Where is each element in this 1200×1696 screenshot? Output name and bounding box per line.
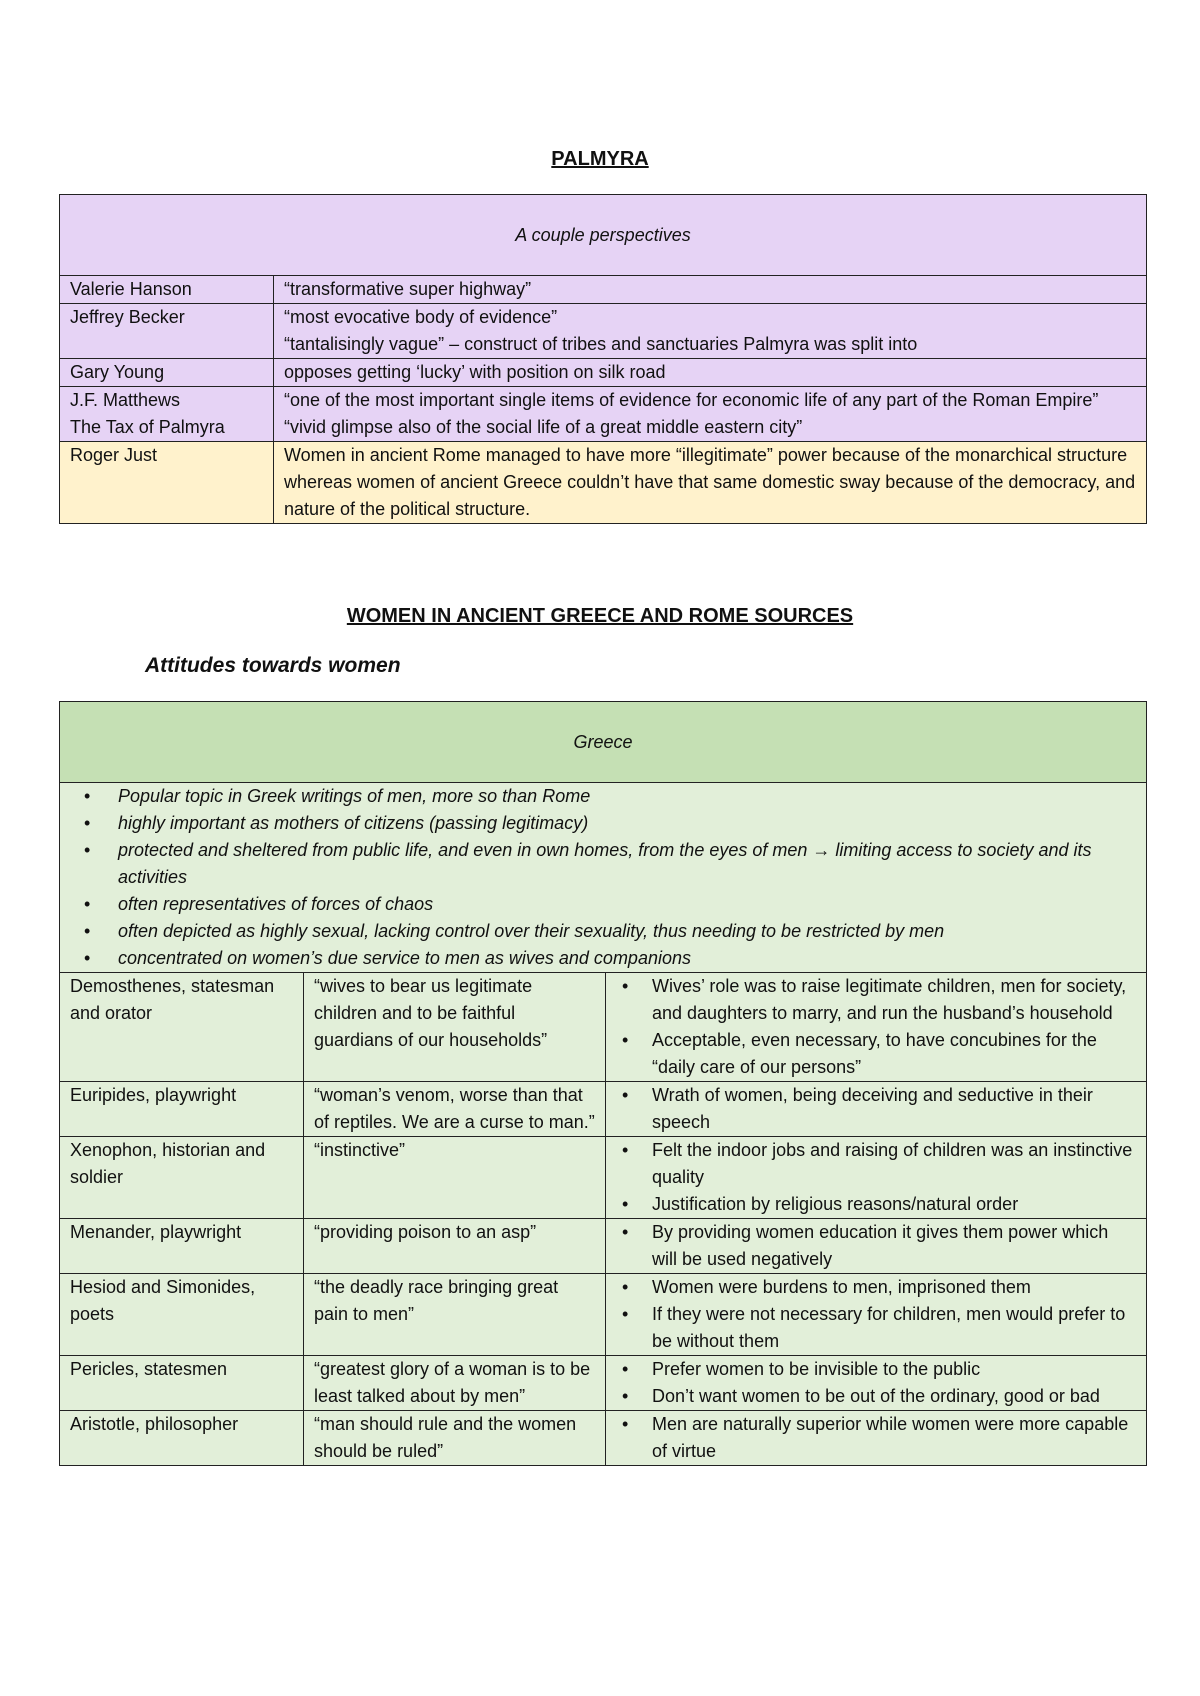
table-row	[60, 973, 1147, 1082]
list-item: • Wives’ role was to raise legitimate children, men for society, and daughters to marry, and run the husband’s household	[652, 973, 1136, 1027]
list-item: • Men are naturally superior while women were more capable of virtue	[652, 1411, 1136, 1465]
scholar-name: J.F. Matthews The Tax of Palmyra	[60, 387, 274, 442]
list-item: • often depicted as highly sexual, lacking control over their sexuality, thus needing to be restricted by men	[118, 918, 1136, 945]
scholar-view: “transformative super highway”	[274, 276, 1147, 304]
source-quote: “woman’s venom, worse than that of reptiles. We are a curse to man.”	[304, 1082, 606, 1137]
source-name: Pericles, statesmen	[60, 1356, 304, 1411]
table-row	[60, 304, 1147, 359]
source-name: Hesiod and Simonides, poets	[60, 1274, 304, 1356]
table-row	[60, 1274, 1147, 1356]
list-item: • If they were not necessary for children, men would prefer to be without them	[652, 1301, 1136, 1355]
list-item: • Women were burdens to men, imprisoned them	[652, 1274, 1136, 1301]
table-row	[60, 359, 1147, 387]
list-item: • Don’t want women to be out of the ordinary, good or bad	[652, 1383, 1136, 1410]
source-name: Euripides, playwright	[60, 1082, 304, 1137]
scholar-name: Jeffrey Becker	[60, 304, 274, 359]
list-item: • protected and sheltered from public life, and even in own homes, from the eyes of men → limiting access to society and its activities	[118, 837, 1136, 891]
source-points	[606, 1274, 1147, 1356]
greece-sources-table	[59, 701, 1147, 1466]
table-row	[60, 1411, 1147, 1466]
palmyra-perspectives-table	[59, 194, 1147, 524]
scholar-view: Women in ancient Rome managed to have more “illegitimate” power because of the monarchical structure whereas women of ancient Greece couldn’t have that same domestic sway because of the democracy, and nature of the political structure.	[274, 442, 1147, 524]
source-quote: “instinctive”	[304, 1137, 606, 1219]
list-item: • Justification by religious reasons/natural order	[652, 1191, 1136, 1218]
scholar-name: Roger Just	[60, 442, 274, 524]
source-points	[606, 1356, 1147, 1411]
source-points	[606, 1137, 1147, 1219]
palmyra-title: PALMYRA	[551, 148, 649, 170]
scholar-name: Valerie Hanson	[60, 276, 274, 304]
table-row	[60, 442, 1147, 524]
list-item: • Popular topic in Greek writings of men, more so than Rome	[118, 783, 1136, 810]
list-item: • concentrated on women’s due service to men as wives and companions	[118, 945, 1136, 972]
women-section-title: WOMEN IN ANCIENT GREECE AND ROME SOURCES	[346, 605, 854, 627]
list-item: • often representatives of forces of chaos	[118, 891, 1136, 918]
source-quote: “greatest glory of a woman is to be least talked about by men”	[304, 1356, 606, 1411]
list-item: • Felt the indoor jobs and raising of children was an instinctive quality	[652, 1137, 1136, 1191]
scholar-view: “most evocative body of evidence” “tantalisingly vague” – construct of tribes and sanctuaries Palmyra was split into	[274, 304, 1147, 359]
source-points	[606, 1411, 1147, 1466]
source-points	[606, 973, 1147, 1082]
source-quote: “the deadly race bringing great pain to men”	[304, 1274, 606, 1356]
scholar-name: Gary Young	[60, 359, 274, 387]
list-item: • highly important as mothers of citizens (passing legitimacy)	[118, 810, 1136, 837]
greece-header: Greece	[60, 702, 1147, 783]
source-name: Demosthenes, statesman and orator	[60, 973, 304, 1082]
scholar-view: opposes getting ‘lucky’ with position on silk road	[274, 359, 1147, 387]
scholar-view: “one of the most important single items of evidence for economic life of any part of the Roman Empire” “vivid glimpse also of the social life of a great middle eastern city”	[274, 387, 1147, 442]
attitudes-subheading: Attitudes towards women	[145, 654, 401, 677]
table-row	[60, 1219, 1147, 1274]
source-quote: “man should rule and the women should be ruled”	[304, 1411, 606, 1466]
table-row	[60, 1137, 1147, 1219]
list-item: • Acceptable, even necessary, to have concubines for the “daily care of our persons”	[652, 1027, 1136, 1081]
source-quote: “providing poison to an asp”	[304, 1219, 606, 1274]
source-points	[606, 1082, 1147, 1137]
source-name: Menander, playwright	[60, 1219, 304, 1274]
source-quote: “wives to bear us legitimate children and to be faithful guardians of our households”	[304, 973, 606, 1082]
greece-intro-list	[70, 783, 1136, 972]
list-item: • By providing women education it gives them power which will be used negatively	[652, 1219, 1136, 1273]
table-row	[60, 1082, 1147, 1137]
table-row	[60, 387, 1147, 442]
table-row	[60, 1356, 1147, 1411]
source-name: Aristotle, philosopher	[60, 1411, 304, 1466]
list-item: • Prefer women to be invisible to the public	[652, 1356, 1136, 1383]
palmyra-table-header: A couple perspectives	[60, 195, 1147, 276]
greece-intro-cell	[60, 783, 1147, 973]
list-item: • Wrath of women, being deceiving and seductive in their speech	[652, 1082, 1136, 1136]
source-points	[606, 1219, 1147, 1274]
table-row	[60, 276, 1147, 304]
source-name: Xenophon, historian and soldier	[60, 1137, 304, 1219]
